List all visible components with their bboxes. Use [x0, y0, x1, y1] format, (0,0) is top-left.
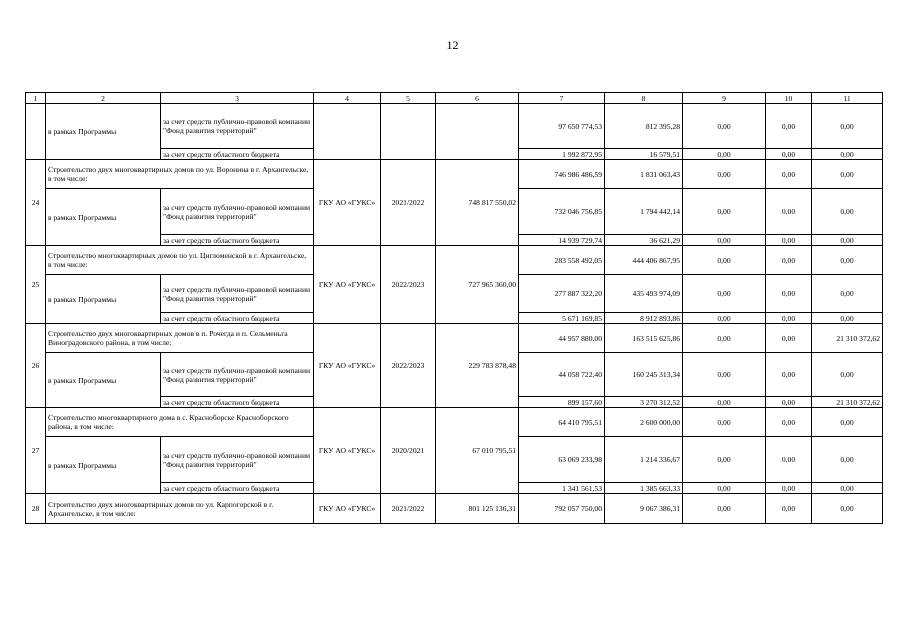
amount-cell: 64 410 795,51 — [519, 408, 605, 437]
amount-cell: 0,00 — [766, 324, 812, 353]
table-row — [26, 104, 883, 149]
amount-cell: 0,00 — [683, 397, 766, 408]
funding-source: за счет средств областного бюджета — [161, 397, 314, 408]
column-number: 5 — [381, 93, 436, 104]
amount-cell: 0,00 — [683, 235, 766, 246]
item-number: 26 — [26, 324, 46, 408]
period-cell: 2021/2022 — [381, 494, 436, 524]
amount-cell: 277 887 322,20 — [519, 275, 605, 313]
amount-cell: 1 831 063,43 — [605, 160, 683, 189]
amount-cell: 444 406 867,95 — [605, 246, 683, 275]
amount-cell: 0,00 — [812, 353, 883, 397]
amount-cell: 792 057 750,00 — [519, 494, 605, 524]
column-number: 8 — [605, 93, 683, 104]
amount-cell: 163 515 625,86 — [605, 324, 683, 353]
amount-cell: 0,00 — [812, 494, 883, 524]
amount-cell: 0,00 — [812, 313, 883, 324]
item-number: 27 — [26, 408, 46, 494]
amount-cell: 1 794 442,14 — [605, 189, 683, 235]
program-label: в рамках Программы — [46, 189, 161, 246]
empty-cell — [381, 104, 436, 160]
amount-cell: 0,00 — [766, 353, 812, 397]
column-number: 3 — [161, 93, 314, 104]
empty-cell — [436, 104, 519, 160]
column-number: 9 — [683, 93, 766, 104]
budget-table — [25, 92, 883, 524]
amount-cell: 0,00 — [766, 408, 812, 437]
program-label: в рамках Программы — [46, 437, 161, 494]
amount-cell: 0,00 — [766, 149, 812, 160]
amount-cell: 14 939 729,74 — [519, 235, 605, 246]
amount-cell: 0,00 — [683, 483, 766, 494]
amount-cell: 0,00 — [812, 437, 883, 483]
amount-cell: 0,00 — [766, 483, 812, 494]
amount-cell: 97 650 774,53 — [519, 104, 605, 149]
amount-cell: 1 385 663,33 — [605, 483, 683, 494]
amount-cell: 0,00 — [683, 246, 766, 275]
amount-cell: 16 579,51 — [605, 149, 683, 160]
funding-source: за счет средств публично-правовой компании "Фонд развития территорий" — [161, 104, 314, 149]
item-name: Строительство многоквартирного дома в с. Красноборске Красноборского района, в том числе: — [46, 408, 314, 437]
funding-source: за счет средств областного бюджета — [161, 235, 314, 246]
cost-cell: 801 125 136,31 — [436, 494, 519, 524]
item-name: Строительство двух многоквартирных домов по ул. Карпогорской в г. Архангельске, в том числе: — [46, 494, 314, 524]
column-numbers-row — [26, 93, 883, 104]
table-row — [26, 324, 883, 353]
executor-cell: ГКУ АО «ГУКС» — [314, 246, 381, 324]
item-number: 24 — [26, 160, 46, 246]
executor-cell: ГКУ АО «ГУКС» — [314, 408, 381, 494]
amount-cell: 0,00 — [812, 408, 883, 437]
period-cell: 2022/2023 — [381, 324, 436, 408]
amount-cell: 21 310 372,62 — [812, 324, 883, 353]
amount-cell: 0,00 — [812, 149, 883, 160]
amount-cell: 8 912 893,86 — [605, 313, 683, 324]
cost-cell: 748 817 550,02 — [436, 160, 519, 246]
amount-cell: 812 395,28 — [605, 104, 683, 149]
amount-cell: 0,00 — [683, 324, 766, 353]
funding-source: за счет средств областного бюджета — [161, 483, 314, 494]
executor-cell: ГКУ АО «ГУКС» — [314, 160, 381, 246]
amount-cell: 283 558 492,05 — [519, 246, 605, 275]
amount-cell: 36 621,29 — [605, 235, 683, 246]
amount-cell: 0,00 — [683, 437, 766, 483]
executor-cell: ГКУ АО «ГУКС» — [314, 324, 381, 408]
amount-cell: 0,00 — [683, 494, 766, 524]
amount-cell: 160 245 313,34 — [605, 353, 683, 397]
table-row — [26, 494, 883, 524]
amount-cell: 0,00 — [766, 275, 812, 313]
funding-source: за счет средств публично-правовой компании "Фонд развития территорий" — [161, 189, 314, 235]
amount-cell: 0,00 — [812, 189, 883, 235]
item-number: 25 — [26, 246, 46, 324]
amount-cell: 746 986 486,59 — [519, 160, 605, 189]
amount-cell: 44 957 880,00 — [519, 324, 605, 353]
column-number: 6 — [436, 93, 519, 104]
amount-cell: 0,00 — [683, 313, 766, 324]
amount-cell: 0,00 — [766, 494, 812, 524]
amount-cell: 0,00 — [683, 275, 766, 313]
cost-cell: 67 010 795,51 — [436, 408, 519, 494]
amount-cell: 0,00 — [683, 189, 766, 235]
table-row — [26, 408, 883, 437]
program-label: в рамках Программы — [46, 353, 161, 408]
column-number: 7 — [519, 93, 605, 104]
amount-cell: 0,00 — [683, 408, 766, 437]
amount-cell: 0,00 — [766, 313, 812, 324]
column-number: 10 — [766, 93, 812, 104]
amount-cell: 0,00 — [766, 104, 812, 149]
amount-cell: 2 600 000,00 — [605, 408, 683, 437]
column-number: 1 — [26, 93, 46, 104]
amount-cell: 1 992 872,95 — [519, 149, 605, 160]
funding-source: за счет средств публично-правовой компании "Фонд развития территорий" — [161, 353, 314, 397]
amount-cell: 5 671 169,85 — [519, 313, 605, 324]
amount-cell: 44 058 722,40 — [519, 353, 605, 397]
amount-cell: 0,00 — [812, 275, 883, 313]
program-label: в рамках Программы — [46, 104, 161, 160]
item-number: 28 — [26, 494, 46, 524]
period-cell: 2021/2022 — [381, 160, 436, 246]
program-label: в рамках Программы — [46, 275, 161, 324]
amount-cell: 0,00 — [766, 235, 812, 246]
period-cell: 2022/2023 — [381, 246, 436, 324]
page-number: 12 — [446, 38, 459, 52]
funding-source: за счет средств областного бюджета — [161, 149, 314, 160]
amount-cell: 1 214 336,67 — [605, 437, 683, 483]
funding-source: за счет средств публично-правовой компании "Фонд развития территорий" — [161, 437, 314, 483]
column-number: 2 — [46, 93, 161, 104]
amount-cell: 0,00 — [766, 189, 812, 235]
amount-cell: 0,00 — [812, 246, 883, 275]
item-name: Строительство двух многоквартирных домов по ул. Воронина в г. Архангельске, в том числе: — [46, 160, 314, 189]
amount-cell: 0,00 — [812, 104, 883, 149]
amount-cell: 63 069 233,98 — [519, 437, 605, 483]
period-cell: 2020/2021 — [381, 408, 436, 494]
amount-cell: 0,00 — [812, 160, 883, 189]
amount-cell: 0,00 — [766, 246, 812, 275]
amount-cell: 0,00 — [683, 353, 766, 397]
amount-cell: 0,00 — [812, 235, 883, 246]
item-name: Строительство многоквартирных домов по ул. Цигломенской в г. Архангельске, в том числе: — [46, 246, 314, 275]
column-number: 11 — [812, 93, 883, 104]
empty-cell — [26, 104, 46, 160]
amount-cell: 0,00 — [766, 437, 812, 483]
column-number: 4 — [314, 93, 381, 104]
amount-cell: 0,00 — [812, 483, 883, 494]
cost-cell: 727 965 360,00 — [436, 246, 519, 324]
executor-cell: ГКУ АО «ГУКС» — [314, 494, 381, 524]
amount-cell: 9 067 386,31 — [605, 494, 683, 524]
table-row — [26, 246, 883, 275]
amount-cell: 899 157,60 — [519, 397, 605, 408]
amount-cell: 3 270 312,52 — [605, 397, 683, 408]
amount-cell: 732 046 756,85 — [519, 189, 605, 235]
funding-source: за счет средств областного бюджета — [161, 313, 314, 324]
amount-cell: 21 310 372,62 — [812, 397, 883, 408]
amount-cell: 0,00 — [683, 149, 766, 160]
cost-cell: 229 783 878,48 — [436, 324, 519, 408]
empty-cell — [314, 104, 381, 160]
amount-cell: 0,00 — [766, 397, 812, 408]
table-row — [26, 160, 883, 189]
amount-cell: 0,00 — [766, 160, 812, 189]
amount-cell: 435 493 974,09 — [605, 275, 683, 313]
amount-cell: 0,00 — [683, 104, 766, 149]
amount-cell: 1 341 561,53 — [519, 483, 605, 494]
item-name: Строительство двух многоквартирных домов в п. Рочегда и п. Сельменьга Виноградовского района, в том числе: — [46, 324, 314, 353]
amount-cell: 0,00 — [683, 160, 766, 189]
funding-source: за счет средств публично-правовой компании "Фонд развития территорий" — [161, 275, 314, 313]
